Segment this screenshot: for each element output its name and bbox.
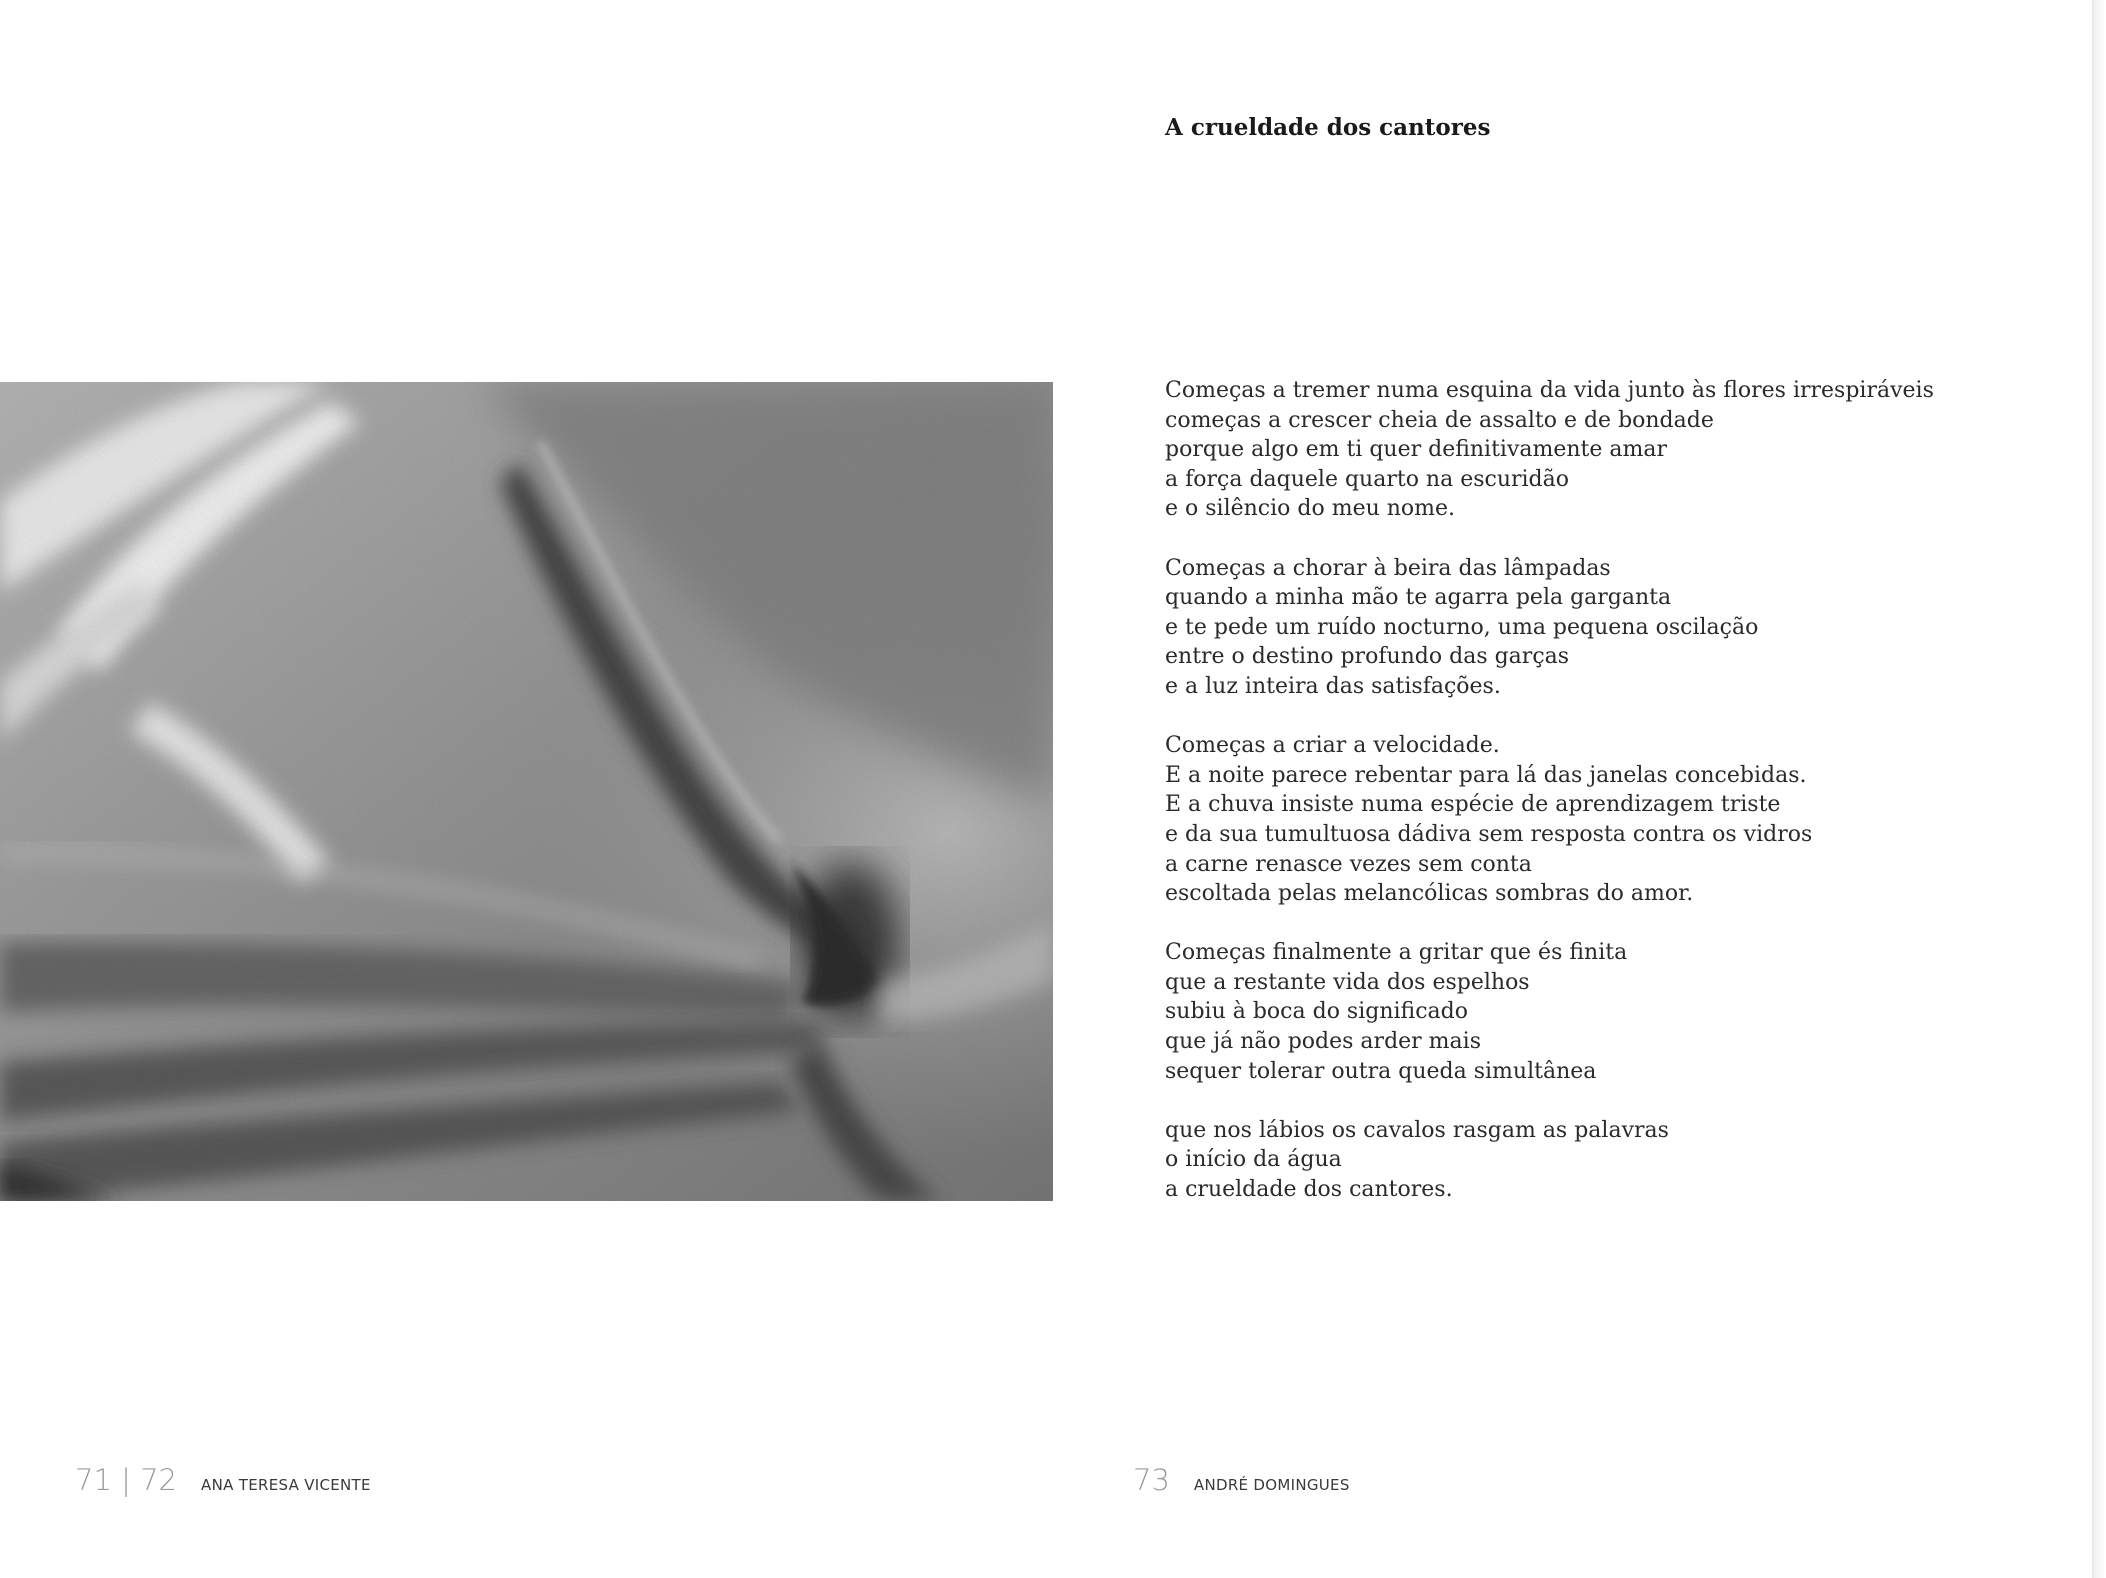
poem-line: Começas finalmente a gritar que és finita — [1165, 940, 1628, 966]
poem-line: E a chuva insiste numa espécie de aprendizagem triste — [1165, 792, 1781, 818]
left-page-numbers: 71 | 72 — [75, 1463, 178, 1497]
poem-body — [1165, 376, 2045, 1234]
fabric-photo — [0, 382, 1053, 1201]
right-page-number: 73 — [1133, 1463, 1170, 1497]
left-page-footer — [75, 1462, 371, 1498]
poem-stanza — [1165, 938, 2045, 1086]
grey-satin-fabric-image — [0, 382, 1053, 1201]
poem-line: e a luz inteira das satisfações. — [1165, 673, 1501, 699]
poem-line: a carne renasce vezes sem conta — [1165, 851, 1532, 877]
poem-stanza — [1165, 376, 2045, 524]
poem-line: Começas a chorar à beira das lâmpadas — [1165, 555, 1611, 581]
poem-line: quando a minha mão te agarra pela garganta — [1165, 585, 1672, 611]
right-page-author: ANDRÉ DOMINGUES — [1193, 1476, 1350, 1494]
poem-line: entre o destino profundo das garças — [1165, 644, 1570, 670]
poem-stanza — [1165, 554, 2045, 702]
poem-line: e da sua tumultuosa dádiva sem resposta contra os vidros — [1165, 821, 1813, 847]
poem-stanza — [1165, 731, 2045, 909]
poem-title: A crueldade dos cantores — [1165, 114, 1491, 141]
poem-line: escoltada pelas melancólicas sombras do amor. — [1165, 881, 1694, 907]
poem-line: e o silêncio do meu nome. — [1165, 496, 1456, 522]
page-edge-shadow — [2092, 0, 2106, 1578]
poem-line: a força daquele quarto na escuridão — [1165, 466, 1570, 492]
poem-stanza — [1165, 1116, 2045, 1205]
poem-line: subiu à boca do significado — [1165, 999, 1468, 1025]
poem-line: sequer tolerar outra queda simultânea — [1165, 1058, 1597, 1084]
poem-line: que nos lábios os cavalos rasgam as palavras — [1165, 1117, 1669, 1143]
poem-line: que já não podes arder mais — [1165, 1029, 1481, 1055]
poem-line: E a noite parece rebentar para lá das janelas concebidas. — [1165, 762, 1807, 788]
poem-line: a crueldade dos cantores. — [1165, 1177, 1453, 1203]
left-page-author: ANA TERESA VICENTE — [201, 1476, 371, 1494]
poem-line: porque algo em ti quer definitivamente amar — [1165, 437, 1668, 463]
poem-line: Começas a tremer numa esquina da vida junto às flores irrespiráveis — [1165, 378, 1934, 403]
poem-line: que a restante vida dos espelhos — [1165, 969, 1530, 995]
poem-line: Começas a criar a velocidade. — [1165, 733, 1500, 759]
poem-line: o início da água — [1165, 1147, 1342, 1173]
poem-line: começas a crescer cheia de assalto e de bondade — [1165, 407, 1714, 433]
poem-line: e te pede um ruído nocturno, uma pequena oscilação — [1165, 614, 1759, 640]
right-page-footer — [1133, 1462, 1350, 1498]
